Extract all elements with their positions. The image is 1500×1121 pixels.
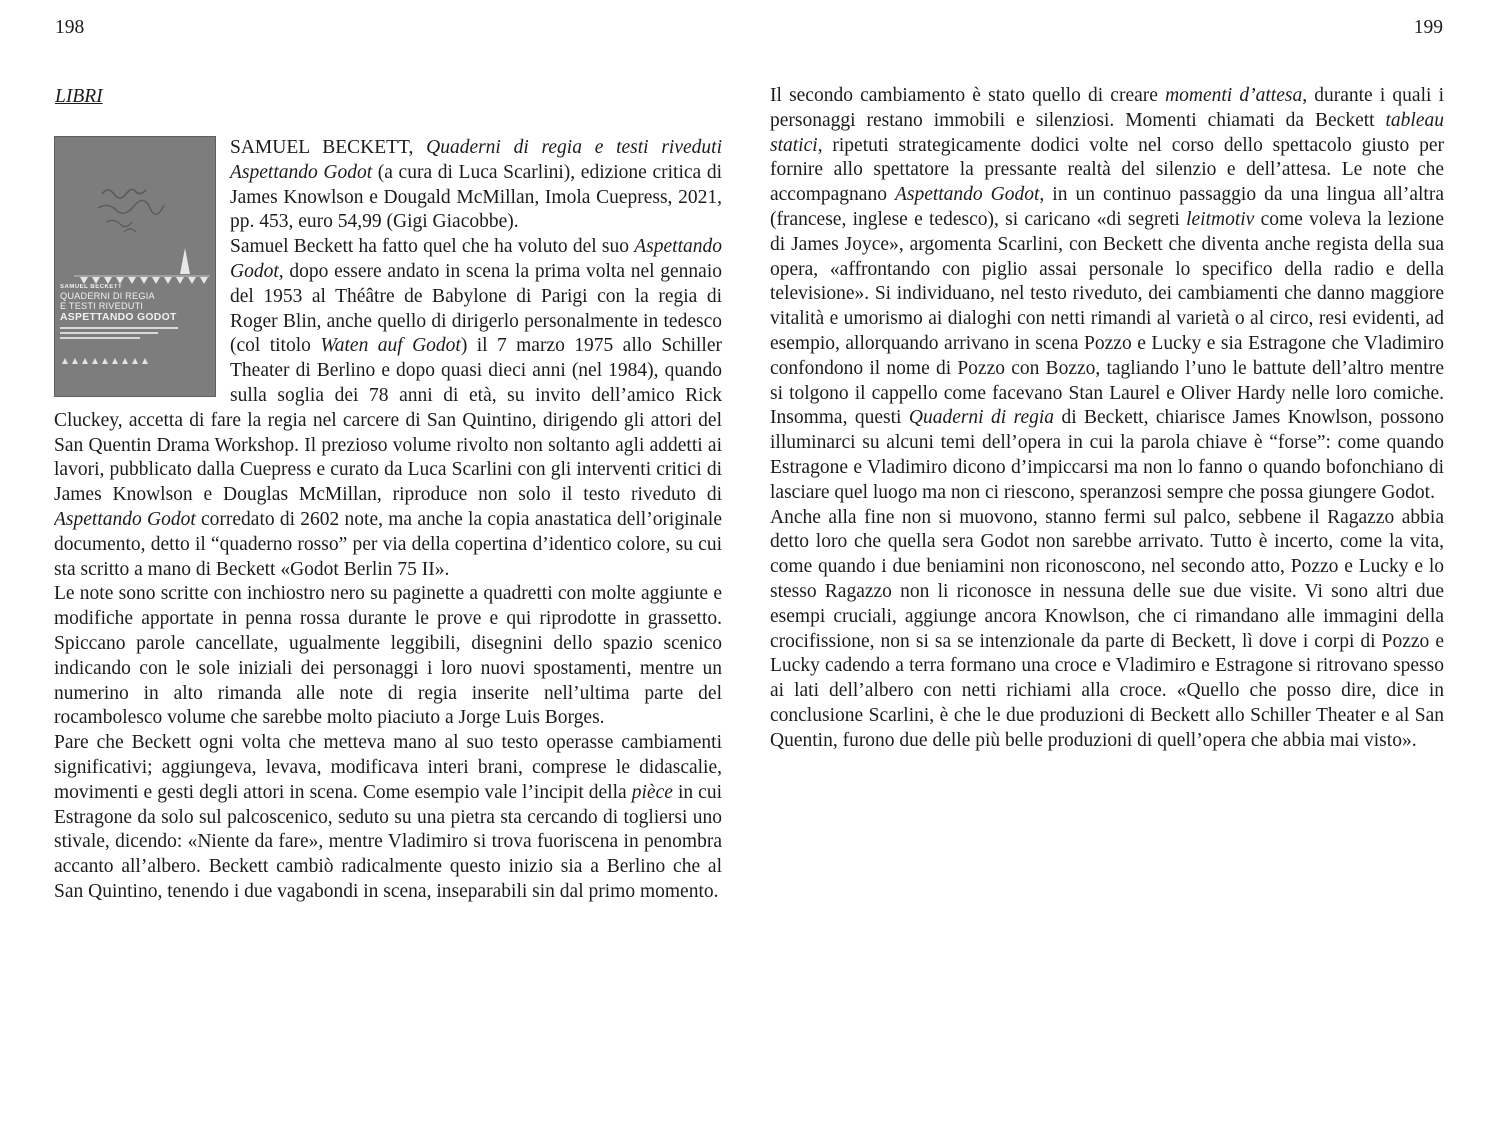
italic-run: tableau statici [770, 109, 1444, 156]
cover-title-line3: ASPETTANDO GODOT [60, 313, 177, 323]
text-run: , in un continuo passaggio da una lingua all’altra (francese, inglese e tedesco), si caricano «di segreti [770, 184, 1444, 230]
italic-run: Aspettando Godot [54, 508, 196, 530]
text-run: , ripetuti strategicamente dodici volte nel corso dello spettacolo giusto per fornire allo spettatore la pressante realtà del silenzio e dell’attesa. Le note che accompagnano [770, 134, 1444, 206]
italic-run: pièce [631, 781, 673, 803]
page-number-right: 199 [1413, 17, 1443, 38]
text-run: Samuel Beckett ha fatto quel che ha voluto del suo [230, 236, 635, 258]
italic-run: momenti d’attesa [1165, 85, 1303, 106]
page-number-left: 198 [55, 17, 85, 38]
text-run: corredato di 2602 note, ma anche la copia anastatica dell’originale documento, detto il “quaderno rosso” per via della copertina d’identico colore, su cui sta scritto a mano di Beckett «Godot Berlin 75 II». [54, 508, 722, 580]
cover-author: SAMUEL BECKETT [60, 284, 123, 290]
cover-artwork [54, 136, 216, 397]
right-column [770, 84, 1444, 964]
italic-run: Waten auf Godot [320, 335, 461, 357]
italic-run: Aspettando Godot, [230, 236, 722, 282]
left-paragraph-4 [54, 731, 722, 905]
text-run: come voleva la lezione di James Joyce», argomenta Scarlini, con Beckett che diventa anche regista della sua opera, «affrontando con piglio assai personale lo specifico della radio e della televisione». Si individuano, nel testo riveduto, dei cambiamenti che danno maggiore vitalità e umorismo ai dialoghi con netti rimandi al varietà o al circo, resi evidenti, ad esempio, allorquando arrivano in scena Pozzo e Lucky e sia Estragone che Vladimiro confondono il nome di Pozzo con Bozzo, tagliando l’uno le battute dell’altro mentre si tolgono il cappello come facevano Stan Laurel e Oliver Hardy nelle loro comiche. Insomma, questi [770, 208, 1444, 429]
italic-run: Aspettando Godot [894, 184, 1040, 206]
book-cover-image [54, 136, 216, 397]
reference-title: Quaderni di regia e testi riveduti Aspettando Godot [230, 137, 722, 183]
reference-details: (a cura di Luca Scarlini), edizione critica di James Knowlson e Dougald McMillan, Imola Cuepress, 2021, pp. 453, euro 54,99 (Gigi Giacobbe). [230, 161, 722, 233]
text-run: , durante i quali i personaggi restano immobili e silenziosi. Momenti chiamati da Beckett [770, 85, 1444, 131]
right-paragraph-2: Anche alla fine non si muovono, stanno fermi sul palco, sebbene il Ragazzo abbia detto loro che quella sera Godot non sarebbe arrivato. Tutto è incerto, come la vita, come quando i due beniamini non riconoscono, nel secondo atto, Pozzo e Lucky e lo stesso Ragazzo non li riconosce in nessuna delle sue due visite. Vi sono altri due esempi cruciali, aggiunge ancora Knowlson, che ci rimandano alle immagini della crocifissione, non si sa se intenzionale da parte di Beckett, lì dove i corpi di Pozzo e Lucky cadendo a terra formano una croce e Vladimiro e Estragone si ritrovano spesso ai lati dell’albero con netti richiami alla croce. «Quello che posso dire, dice in conclusione Scarlini, è che le due produzioni di Beckett allo Schiller Theater e al San Quentin, furono due delle più belle produzioni di quell’opera che abbia mai visto». [770, 506, 1444, 751]
text-run: in cui Estragone da solo sul palcoscenico, seduto su una pietra sta cercando di togliersi uno stivale, dicendo: «Niente da fare», mentre Vladimiro si trova fuoriscena in penombra accanto all’albero. Beckett cambiò radicalmente questo inizio sia a Berlino che al San Quintino, tenendo i due vagabondi in scena, inseparabili sin dal primo momento. [54, 781, 722, 902]
cover-title-line1: QUADERNI DI REGIA [60, 292, 155, 301]
text-run: Pare che Beckett ogni volta che metteva mano al suo testo operasse cambiamenti significativi; aggiungeva, levava, modificava interi brani, comprese le didascalie, movimenti e gesti degli attori in scena. Come esempio vale l’incipit della [54, 732, 722, 803]
italic-run: Quaderni di regia [908, 407, 1055, 429]
cover-title-line2: E TESTI RIVEDUTI [60, 302, 144, 311]
text-run: Il secondo cambiamento è stato quello di creare [770, 85, 1166, 106]
text-run: dopo essere andato in scena la prima volta nel gennaio del 1953 al Théâtre de Babylone di Parigi con la regia di Roger Blin, anche quello di dirigerlo personalmente in tedesco (col titolo [230, 260, 722, 357]
right-paragraph-1 [770, 84, 1444, 506]
text-run: di Beckett, chiarisce James Knowlson, possono illuminarci su alcuni temi dell’opera in cui la parola chiave è “forse”: come quando Estragone e Vladimiro dicono d’impiccarsi ma non lo fanno o quando bofonchiano di lasciare quel luogo ma non ci riescono, speranzosi sempre che possa giungere Godot. [770, 407, 1444, 503]
left-column [54, 136, 722, 1071]
italic-run: leitmotiv [1186, 208, 1255, 230]
left-paragraph-3: Le note sono scritte con inchiostro nero su paginette a quadretti con molte aggiunte e modifiche apportate in penna rossa durante le prove e qui riprodotte in grassetto. Spiccano parole cancellate, ugualmente leggibili, disegnini dello spazio scenico indicando con le sole iniziali dei personaggi i loro nuovi spostamenti, mentre un numerino in alto rimanda alle note di regia inserite nell’ultima parte del rocambolesco volume che sarebbe molto piaciuto a Jorge Luis Borges. [54, 583, 722, 729]
text-run: ) il 7 marzo 1975 allo Schiller Theater di Berlino e dopo quasi dieci anni (nel 1984), quando sulla soglia dei 78 anni di età, su invito dell’amico Rick Cluckey, accetta di fare la regia nel carcere di San Quintino, dirigendo gli attori del San Quentin Drama Workshop. Il prezioso volume rivolto non soltanto agli addetti ai lavori, pubblicato dalla Cuepress e curato da Luca Scarlini con gli interventi critici di James Knowlson e Douglas McMillan, riproduce non solo il testo riveduto di [54, 335, 722, 506]
reference-author: SAMUEL BECKETT, [230, 137, 427, 158]
section-title: LIBRI [55, 86, 103, 107]
